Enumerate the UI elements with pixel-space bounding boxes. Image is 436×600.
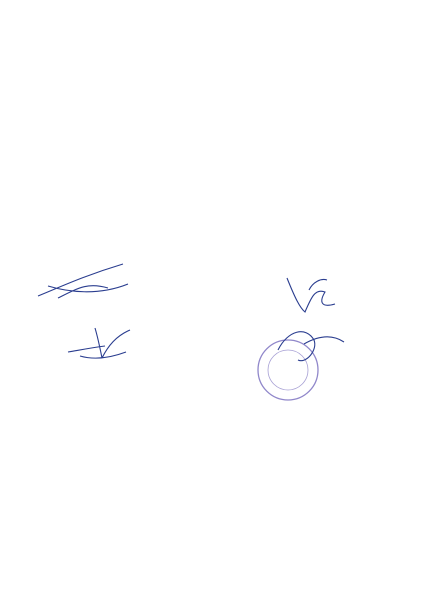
balloon-border-bottom	[0, 583, 436, 600]
teacher2-signature	[275, 268, 355, 318]
balloon-border-top	[0, 0, 436, 18]
balloon-border-left	[0, 0, 18, 600]
vice-principal-signature	[60, 322, 140, 367]
balloon-border-right	[418, 0, 436, 600]
principal-stamp-signature	[248, 320, 358, 410]
teacher1-signature	[28, 258, 138, 308]
